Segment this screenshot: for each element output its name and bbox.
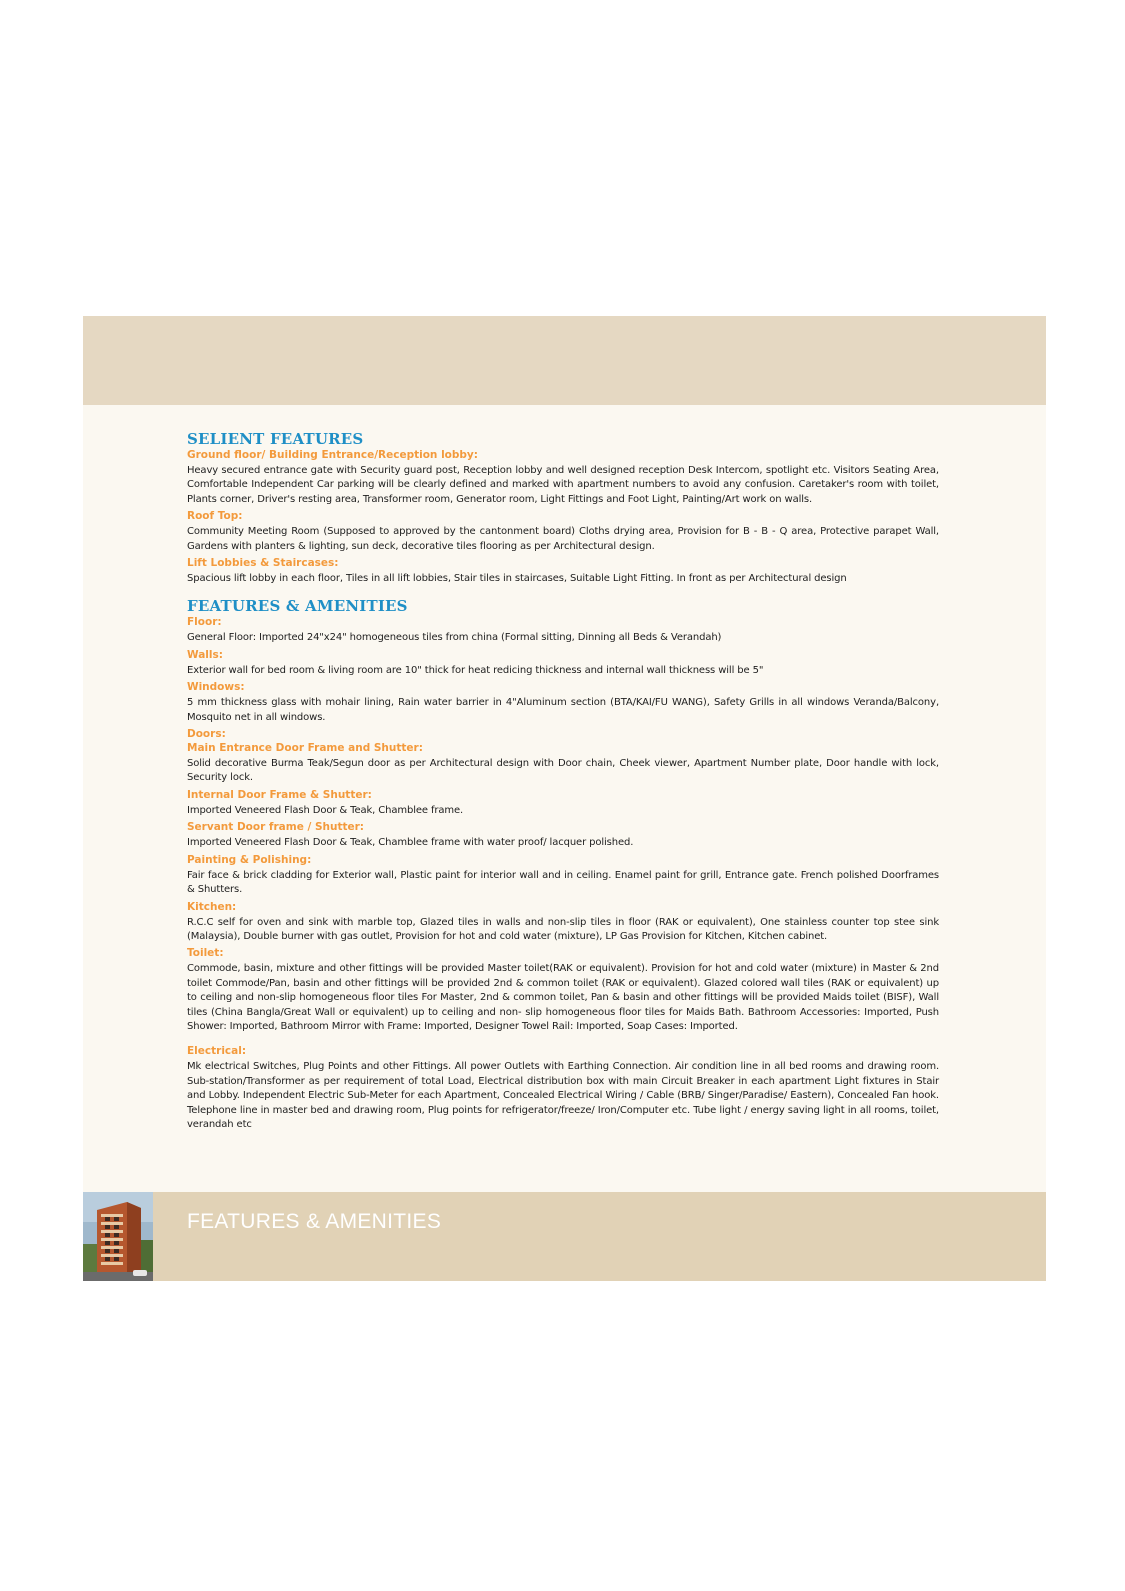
building-photo bbox=[83, 1192, 153, 1281]
toilet-text: Commode, basin, mixture and other fittings will be provided Master toilet(RAK or equivalent). Provision for hot and cold water (mixture) in Master & 2nd toilet Commode/Pan, basin and other fittings will be provided 2nd & common toilet (RAK or equivalent). Glazed colored wall tiles (RAK or equivalent) up to ceiling and non-slip homogeneous floor tiles For Master, 2nd & common toilet, Pan & basin and other fittings will be provided Maids toilet (BISF), Wall tiles (China Bangla/Great Wall or equivalent) up to ceiling and non- slip homogeneous floor tiles for Maids Bath. Bathroom Accessories: Imported, Push Shower: Imported, Bathroom Mirror with Frame: Imported, Designer Towel Rail: Imported, Soap Cases: Imported. bbox=[187, 963, 939, 1032]
bottom-band bbox=[83, 1192, 1046, 1281]
floor-heading: Floor: bbox=[187, 616, 222, 629]
servant-door-text: Imported Veneered Flash Door & Teak, Chamblee frame with water proof/ lacquer polished. bbox=[187, 837, 634, 849]
servant-door-heading: Servant Door frame / Shutter: bbox=[187, 821, 365, 834]
floor-text: General Floor: Imported 24"x24" homogeneous tiles from china (Formal sitting, Dinning all Beds & Verandah) bbox=[187, 632, 722, 644]
electrical-text: Mk electrical Switches, Plug Points and other Fittings. All power Outlets with Earthing Connection. Air condition line in all bed rooms and drawing room. Sub-station/Transformer as per requirement of total Load, Electrical distribution box with main Circuit Breaker in each apartment Light fixtures in Stair and Lobby. Independent Electric Sub-Meter for each Apartment, Concealed Electrical Wiring / Cable (BRB/ Singer/Paradise/ Eastern), Concealed Fan hook. Telephone line in master bed and drawing room, Plug points for refrigerator/freeze/ Iron/Computer etc. Tube light / energy saving light in all rooms, toilet, verandah etc bbox=[187, 1061, 939, 1130]
walls-text: Exterior wall for bed room & living room are 10" thick for heat redicing thickness and internal wall thickness will be 5" bbox=[187, 664, 764, 676]
ground-floor-text: Heavy secured entrance gate with Security guard post, Reception lobby and well designed reception Desk Intercom, spotlight etc. Visitors Seating Area, Comfortable Independent Car parking will be clearly defined and marked with apartment numbers to avoid any confusion. Caretaker's room with toilet, Plants corner, Driver's resting area, Transformer room, Generator room, Light Fittings and Foot Light, Painting/Art work on walls. bbox=[187, 465, 939, 505]
lift-lobbies-text: Spacious lift lobby in each floor, Tiles in all lift lobbies, Stair tiles in staircases, Suitable Light Fitting. In front as per Architectural design bbox=[187, 573, 847, 585]
features-amenities-title: FEATURES & AMENITIES bbox=[187, 597, 408, 616]
selient-features-title: SELIENT FEATURES bbox=[187, 430, 364, 448]
main-door-text: Solid decorative Burma Teak/Segun door as per Architectural design with Door chain, Cheek viewer, Apartment Number plate, Door handle with lock, Security lock. bbox=[187, 758, 939, 784]
doors-heading: Doors: bbox=[187, 728, 226, 741]
walls-heading: Walls: bbox=[187, 648, 223, 661]
brochure-panel bbox=[83, 316, 1046, 1281]
electrical-heading: Electrical: bbox=[187, 1045, 247, 1058]
lift-lobbies-heading: Lift Lobbies & Staircases: bbox=[187, 557, 339, 570]
toilet-heading: Toilet: bbox=[187, 947, 224, 960]
painting-heading: Painting & Polishing: bbox=[187, 853, 312, 866]
top-band bbox=[83, 316, 1046, 405]
footer-title: FEATURES & AMENITIES bbox=[187, 1210, 442, 1233]
windows-text: 5 mm thickness glass with mohair lining, Rain water barrier in 4"Aluminum section (BTA/KAI/FU WANG), Safety Grills in all windows Veranda/Balcony, Mosquito net in all windows. bbox=[187, 697, 939, 723]
roof-top-heading: Roof Top: bbox=[187, 510, 243, 523]
internal-door-text: Imported Veneered Flash Door & Teak, Chamblee frame. bbox=[187, 804, 464, 816]
main-door-heading: Main Entrance Door Frame and Shutter: bbox=[187, 742, 423, 755]
ground-floor-heading: Ground floor/ Building Entrance/Reception lobby: bbox=[187, 449, 478, 461]
roof-top-text: Community Meeting Room (Supposed to approved by the cantonment board) Cloths drying area, Provision for B - B - Q area, Protective parapet Wall, Gardens with planters & lighting, sun deck, decorative tiles flooring as per Architectural design. bbox=[187, 526, 939, 552]
kitchen-text: R.C.C self for oven and sink with marble top, Glazed tiles in walls and non-slip tiles in floor (RAK or equivalent), One stainless counter top stee sink (Malaysia), Double burner with gas outlet, Provision for hot and cold water (mixture), LP Gas Provision for Kitchen, Kitchen cabinet. bbox=[187, 916, 939, 942]
painting-text: Fair face & brick cladding for Exterior wall, Plastic paint for interior wall and in ceiling. Enamel paint for grill, Entrance gate. French polished Doorframes & Shutters. bbox=[187, 869, 939, 896]
kitchen-heading: Kitchen: bbox=[187, 900, 237, 913]
windows-heading: Windows: bbox=[187, 681, 245, 694]
internal-door-heading: Internal Door Frame & Shutter: bbox=[187, 788, 372, 801]
content-column bbox=[187, 430, 939, 1134]
